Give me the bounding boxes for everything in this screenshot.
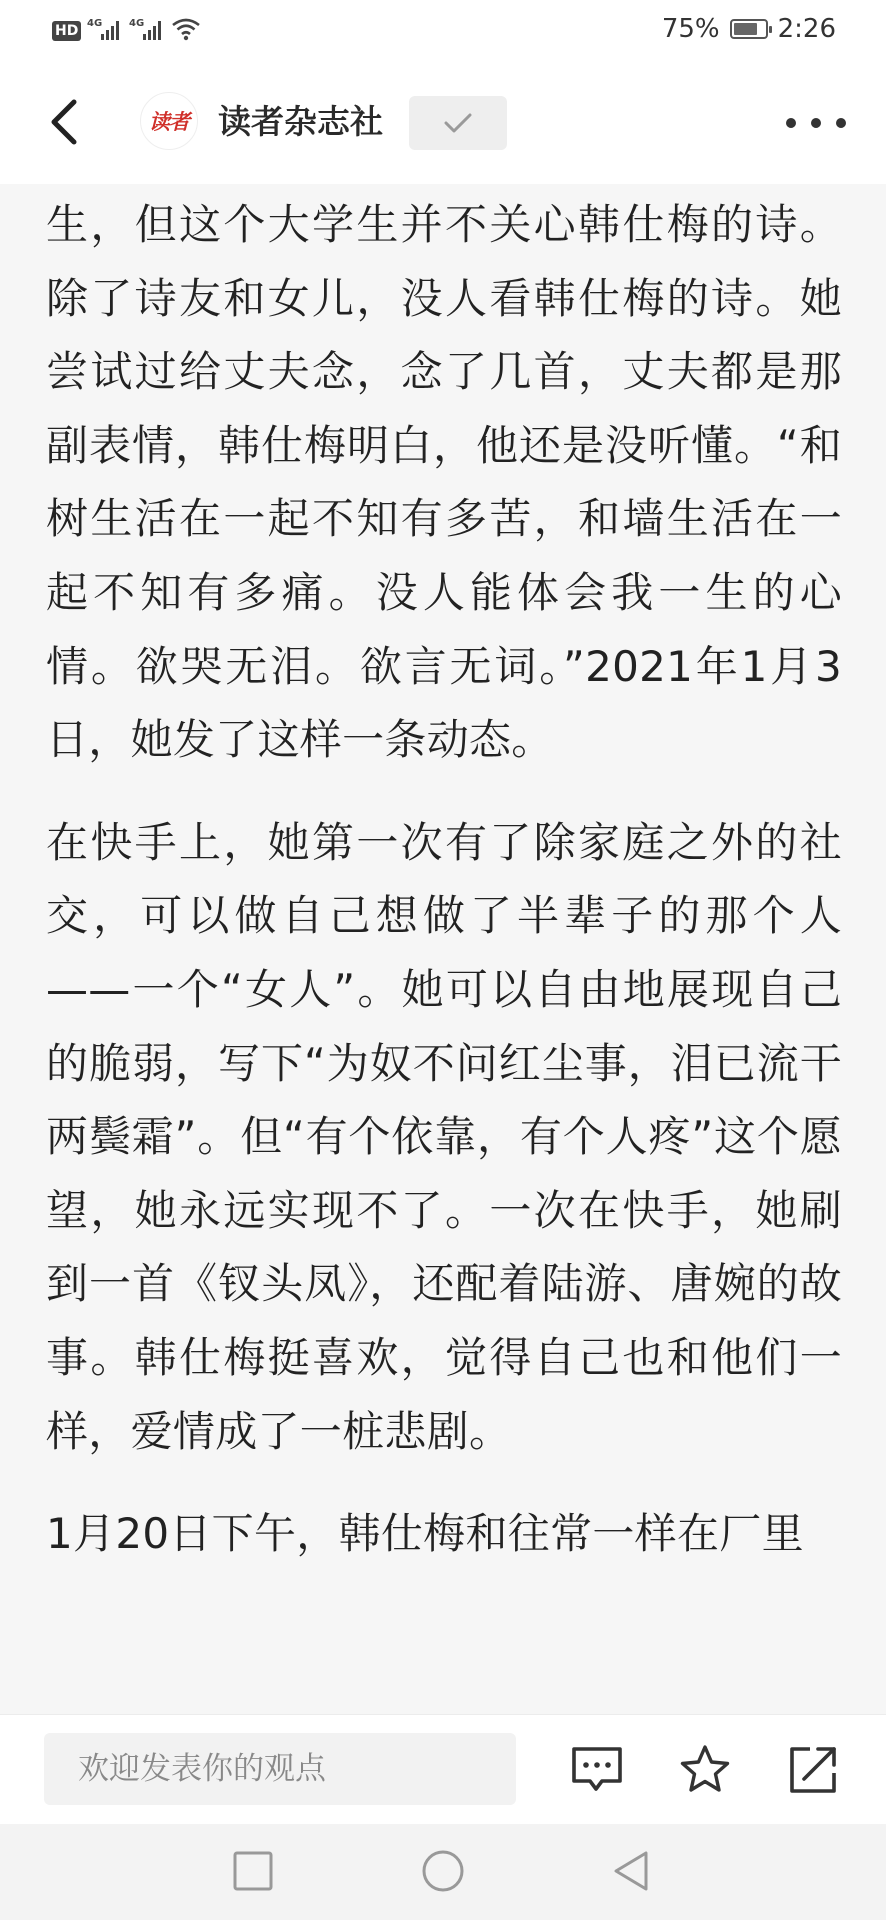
battery-percent: 75% bbox=[661, 14, 720, 44]
system-navigation-bar bbox=[0, 1824, 886, 1920]
comment-icon bbox=[570, 1743, 624, 1797]
recent-apps-button[interactable] bbox=[230, 1848, 276, 1894]
home-icon bbox=[420, 1848, 466, 1894]
share-button[interactable] bbox=[786, 1743, 840, 1797]
article-paragraph: 1月20日下午，韩仕梅和往常一样在厂里 bbox=[46, 1509, 804, 1559]
more-dot-icon bbox=[811, 118, 821, 128]
check-icon bbox=[441, 110, 475, 136]
article-paragraph: 生，但这个大学生并不关心韩仕梅的诗。除了诗友和女儿，没人看韩仕梅的诗。她尝试过给丈夫念，念了几首，丈夫都是那副表情，韩仕梅明白，他还是没听懂。“和树生活在一起不知有多苦，和墙生活在一起不知有多痛。没人能体会我一生的心情。欲哭无泪。欲言无词。”2021年1月3日，她发了这样一条动态。 bbox=[46, 200, 842, 765]
more-dot-icon bbox=[786, 118, 796, 128]
account-avatar[interactable] bbox=[140, 92, 198, 150]
clock: 2:26 bbox=[777, 14, 836, 44]
article-header bbox=[0, 62, 886, 184]
back-button[interactable] bbox=[40, 90, 96, 154]
account-logo-text: 读者 bbox=[149, 109, 189, 134]
comment-input[interactable] bbox=[44, 1733, 516, 1805]
status-right-group bbox=[662, 14, 836, 44]
signal-1-label: 4G bbox=[87, 18, 103, 29]
status-left-group bbox=[52, 16, 201, 46]
chevron-left-icon bbox=[40, 90, 96, 154]
back-triangle-icon bbox=[608, 1848, 654, 1894]
article-paragraph: 在快手上，她第一次有了除家庭之外的社交，可以做自己想做了半辈子的那个人——一个“女人”。她可以自由地展现自己的脆弱，写下“为奴不问红尘事，泪已流干两鬓霜”。但“有个依靠，有个人疼”这个愿望，她永远实现不了。一次在快手，她刷到一首《钗头凤》，还配着陆游、唐婉的故事。韩仕梅挺喜欢，觉得自己也和他们一样，爱情成了一桩悲剧。 bbox=[46, 817, 842, 1456]
more-dot-icon bbox=[836, 118, 846, 128]
share-icon bbox=[786, 1743, 840, 1797]
home-button[interactable] bbox=[420, 1848, 466, 1894]
status-bar bbox=[0, 0, 886, 62]
signal-2-label: 4G bbox=[129, 18, 145, 29]
star-icon bbox=[678, 1743, 732, 1797]
account-name[interactable]: 读者杂志社 bbox=[218, 102, 383, 141]
more-options-button[interactable] bbox=[786, 100, 846, 146]
comment-button[interactable] bbox=[570, 1743, 624, 1797]
favorite-button[interactable] bbox=[678, 1743, 732, 1797]
comment-bar bbox=[0, 1714, 886, 1824]
battery-level bbox=[734, 23, 757, 35]
hd-badge: HD bbox=[52, 21, 81, 41]
recent-apps-icon bbox=[230, 1848, 276, 1894]
article-body bbox=[46, 188, 842, 1714]
system-back-button[interactable] bbox=[608, 1848, 654, 1894]
battery-icon bbox=[730, 19, 768, 39]
signal-1-icon bbox=[87, 16, 123, 46]
follow-button[interactable] bbox=[409, 96, 507, 150]
wifi-icon bbox=[171, 17, 201, 45]
signal-2-icon bbox=[129, 16, 165, 46]
